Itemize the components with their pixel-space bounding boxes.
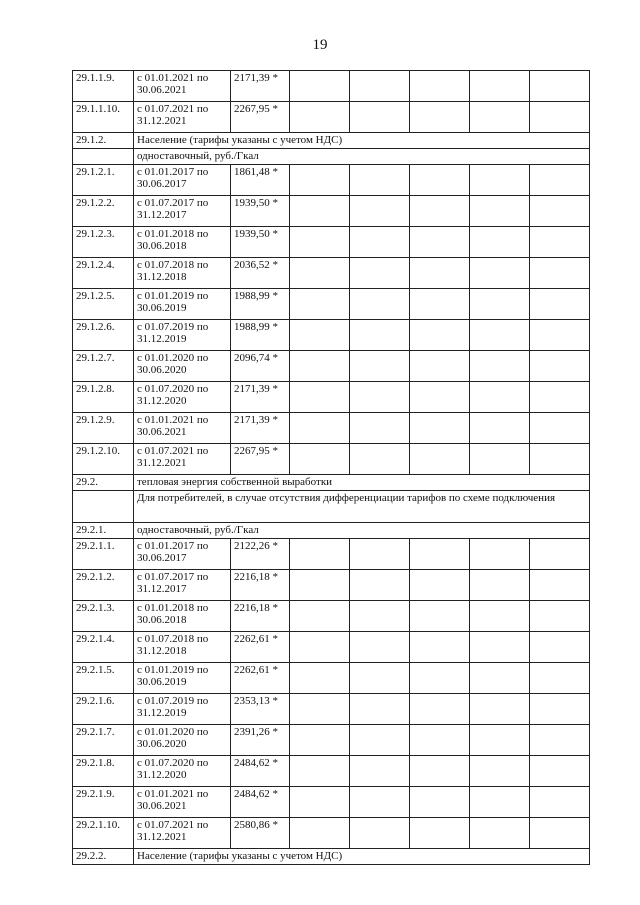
empty-cell [530,351,590,382]
row-period: с 01.07.2020 по 31.12.2020 [134,756,231,787]
empty-cell [530,632,590,663]
empty-cell [350,196,410,227]
row-heading: Население (тарифы указаны с учетом НДС) [134,849,590,865]
empty-cell [290,632,350,663]
row-period: с 01.01.2020 по 30.06.2020 [134,351,231,382]
empty-cell [290,320,350,351]
empty-cell [530,258,590,289]
empty-cell [290,165,350,196]
row-code: 29.1.1.9. [73,71,134,102]
table-row [73,818,590,849]
table-row [73,849,590,865]
row-value: 2267,95 * [231,444,290,475]
row-code [73,491,134,523]
empty-cell [410,71,470,102]
table-row [73,632,590,663]
empty-cell [470,570,530,601]
empty-cell [530,601,590,632]
row-code: 29.2.1.9. [73,787,134,818]
empty-cell [290,725,350,756]
empty-cell [470,413,530,444]
empty-cell [470,632,530,663]
table-row [73,491,590,523]
row-period: с 01.07.2021 по 31.12.2021 [134,818,231,849]
row-heading: Население (тарифы указаны с учетом НДС) [134,133,590,149]
empty-cell [530,71,590,102]
empty-cell [350,320,410,351]
row-code: 29.2.1.8. [73,756,134,787]
row-value: 2262,61 * [231,632,290,663]
table-row [73,382,590,413]
empty-cell [290,382,350,413]
empty-cell [410,787,470,818]
empty-cell [350,725,410,756]
row-value: 1939,50 * [231,227,290,258]
row-value: 2267,95 * [231,102,290,133]
empty-cell [290,601,350,632]
empty-cell [530,102,590,133]
row-value: 1988,99 * [231,320,290,351]
row-code: 29.2.1.4. [73,632,134,663]
empty-cell [470,663,530,694]
empty-cell [350,570,410,601]
empty-cell [470,227,530,258]
row-code: 29.1.2.10. [73,444,134,475]
empty-cell [290,289,350,320]
empty-cell [470,196,530,227]
empty-cell [350,351,410,382]
row-value: 2391,26 * [231,725,290,756]
empty-cell [410,663,470,694]
row-value: 1861,48 * [231,165,290,196]
row-code: 29.1.2.6. [73,320,134,351]
row-value: 2122,26 * [231,539,290,570]
row-period: с 01.01.2018 по 30.06.2018 [134,601,231,632]
row-value: 2171,39 * [231,71,290,102]
empty-cell [530,756,590,787]
row-code: 29.2.2. [73,849,134,865]
table-row [73,787,590,818]
empty-cell [470,694,530,725]
row-period: с 01.07.2021 по 31.12.2021 [134,444,231,475]
row-code: 29.1.2.1. [73,165,134,196]
empty-cell [530,725,590,756]
row-heading: одноставочный, руб./Гкал [134,523,590,539]
empty-cell [470,382,530,413]
row-value: 2353,13 * [231,694,290,725]
row-period: с 01.07.2018 по 31.12.2018 [134,632,231,663]
row-value: 2484,62 * [231,756,290,787]
empty-cell [470,71,530,102]
table-row [73,71,590,102]
empty-cell [290,413,350,444]
row-period: с 01.01.2021 по 30.06.2021 [134,787,231,818]
row-code: 29.1.2.2. [73,196,134,227]
empty-cell [410,601,470,632]
empty-cell [350,165,410,196]
row-period: с 01.01.2020 по 30.06.2020 [134,725,231,756]
table-row [73,570,590,601]
empty-cell [530,539,590,570]
table-row [73,289,590,320]
empty-cell [470,102,530,133]
empty-cell [530,818,590,849]
row-heading: Для потребителей, в случае отсутствия дифференциации тарифов по схеме подключения [134,491,590,523]
row-code [73,149,134,165]
empty-cell [410,818,470,849]
empty-cell [470,444,530,475]
row-value: 2096,74 * [231,351,290,382]
empty-cell [530,165,590,196]
empty-cell [410,444,470,475]
empty-cell [350,227,410,258]
empty-cell [410,632,470,663]
row-code: 29.2.1.7. [73,725,134,756]
row-code: 29.1.2.9. [73,413,134,444]
row-period: с 01.01.2017 по 30.06.2017 [134,539,231,570]
empty-cell [290,818,350,849]
row-heading: одноставочный, руб./Гкал [134,149,590,165]
empty-cell [530,289,590,320]
empty-cell [290,196,350,227]
empty-cell [350,756,410,787]
table-row [73,227,590,258]
row-value: 2171,39 * [231,413,290,444]
empty-cell [410,227,470,258]
empty-cell [290,258,350,289]
empty-cell [470,601,530,632]
row-period: с 01.07.2021 по 31.12.2021 [134,102,231,133]
empty-cell [410,258,470,289]
empty-cell [410,725,470,756]
empty-cell [530,444,590,475]
row-period: с 01.07.2017 по 31.12.2017 [134,570,231,601]
row-code: 29.1.2.3. [73,227,134,258]
table-row [73,165,590,196]
table-row [73,694,590,725]
empty-cell [290,351,350,382]
table-row [73,149,590,165]
row-period: с 01.01.2019 по 30.06.2019 [134,663,231,694]
row-code: 29.1.2.8. [73,382,134,413]
empty-cell [470,258,530,289]
empty-cell [350,413,410,444]
row-value: 1988,99 * [231,289,290,320]
empty-cell [470,539,530,570]
table-row [73,444,590,475]
table-row [73,196,590,227]
empty-cell [410,382,470,413]
empty-cell [350,539,410,570]
row-code: 29.2.1.2. [73,570,134,601]
row-value: 2036,52 * [231,258,290,289]
empty-cell [530,227,590,258]
row-period: с 01.07.2019 по 31.12.2019 [134,694,231,725]
empty-cell [290,227,350,258]
empty-cell [350,787,410,818]
row-code: 29.2.1. [73,523,134,539]
table-row [73,320,590,351]
row-period: с 01.01.2019 по 30.06.2019 [134,289,231,320]
row-code: 29.1.2. [73,133,134,149]
table-row [73,133,590,149]
empty-cell [290,71,350,102]
empty-cell [530,787,590,818]
row-value: 2216,18 * [231,570,290,601]
row-period: с 01.01.2021 по 30.06.2021 [134,413,231,444]
empty-cell [350,632,410,663]
tariff-table [72,70,590,865]
empty-cell [470,725,530,756]
empty-cell [470,756,530,787]
row-code: 29.1.2.7. [73,351,134,382]
empty-cell [470,289,530,320]
empty-cell [350,102,410,133]
table-row [73,258,590,289]
table-row [73,601,590,632]
empty-cell [290,756,350,787]
row-code: 29.2.1.5. [73,663,134,694]
empty-cell [290,694,350,725]
row-value: 2262,61 * [231,663,290,694]
row-period: с 01.07.2019 по 31.12.2019 [134,320,231,351]
row-value: 2580,86 * [231,818,290,849]
empty-cell [410,413,470,444]
row-code: 29.2.1.1. [73,539,134,570]
table-row [73,756,590,787]
empty-cell [290,787,350,818]
row-period: с 01.07.2020 по 31.12.2020 [134,382,231,413]
table-row [73,413,590,444]
row-period: с 01.01.2018 по 30.06.2018 [134,227,231,258]
empty-cell [530,413,590,444]
empty-cell [290,539,350,570]
row-code: 29.2. [73,475,134,491]
empty-cell [470,320,530,351]
empty-cell [470,165,530,196]
row-code: 29.1.2.4. [73,258,134,289]
row-code: 29.1.1.10. [73,102,134,133]
empty-cell [350,694,410,725]
empty-cell [470,787,530,818]
row-value: 2216,18 * [231,601,290,632]
empty-cell [530,196,590,227]
empty-cell [290,102,350,133]
empty-cell [410,320,470,351]
table-row [73,725,590,756]
empty-cell [530,694,590,725]
empty-cell [290,444,350,475]
empty-cell [410,165,470,196]
empty-cell [350,663,410,694]
table-row [73,475,590,491]
tariff-table-body [73,71,590,865]
table-row [73,523,590,539]
row-code: 29.1.2.5. [73,289,134,320]
row-period: с 01.01.2017 по 30.06.2017 [134,165,231,196]
row-heading: тепловая энергия собственной выработки [134,475,590,491]
empty-cell [350,601,410,632]
empty-cell [290,570,350,601]
row-value: 2171,39 * [231,382,290,413]
table-row [73,539,590,570]
empty-cell [290,663,350,694]
table-row [73,102,590,133]
empty-cell [350,71,410,102]
empty-cell [410,756,470,787]
empty-cell [530,663,590,694]
empty-cell [530,382,590,413]
row-value: 1939,50 * [231,196,290,227]
empty-cell [410,351,470,382]
empty-cell [350,258,410,289]
row-period: с 01.07.2018 по 31.12.2018 [134,258,231,289]
empty-cell [350,382,410,413]
empty-cell [410,102,470,133]
row-code: 29.2.1.3. [73,601,134,632]
page-number: 19 [312,37,328,53]
empty-cell [410,570,470,601]
table-row [73,663,590,694]
table-row [73,351,590,382]
row-period: с 01.01.2021 по 30.06.2021 [134,71,231,102]
empty-cell [350,289,410,320]
row-period: с 01.07.2017 по 31.12.2017 [134,196,231,227]
empty-cell [410,196,470,227]
empty-cell [350,818,410,849]
empty-cell [410,539,470,570]
empty-cell [470,351,530,382]
row-code: 29.2.1.6. [73,694,134,725]
empty-cell [470,818,530,849]
empty-cell [350,444,410,475]
empty-cell [410,694,470,725]
row-code: 29.2.1.10. [73,818,134,849]
empty-cell [530,320,590,351]
row-value: 2484,62 * [231,787,290,818]
empty-cell [410,289,470,320]
empty-cell [530,570,590,601]
